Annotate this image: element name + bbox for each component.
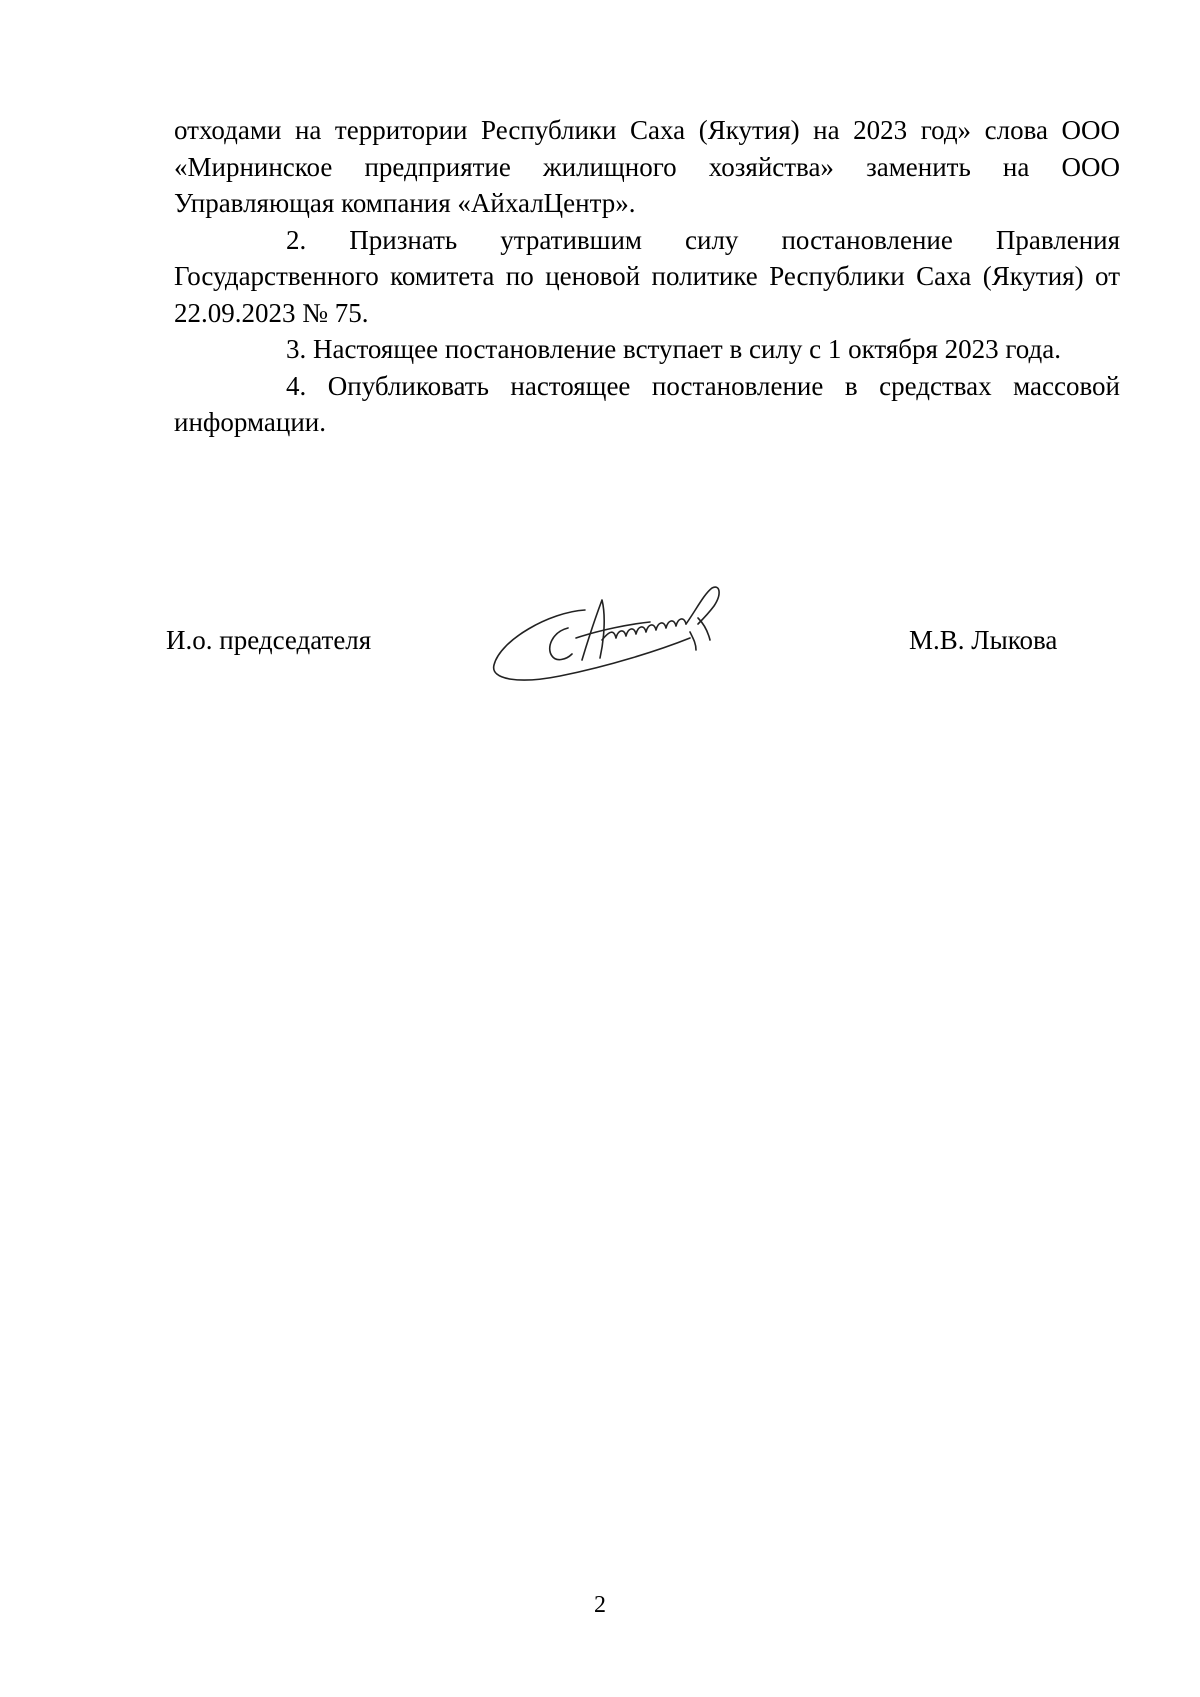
paragraph-1-text: отходами на территории Республики Саха (Якутия) на 2023 год» слова ООО «Мирнинское предприятие жилищного хозяйства» заменить на ООО Управляющая компания «АйхалЦентр». <box>174 115 1120 218</box>
signature-block <box>0 580 1200 700</box>
signatory-role: И.о. председателя <box>166 625 372 655</box>
paragraph-2 <box>174 222 1120 332</box>
paragraph-1 <box>174 112 1120 222</box>
handwritten-signature-icon <box>490 580 790 690</box>
paragraph-3-number: 3. <box>286 334 307 364</box>
paragraph-4-text: Опубликовать настоящее постановление в средствах массовой информации. <box>174 370 1120 437</box>
paragraph-2-number: 2. <box>286 224 307 255</box>
signatory-name: М.В. Лыкова <box>909 625 1058 655</box>
document-body <box>174 112 1120 441</box>
paragraph-3 <box>174 331 1120 368</box>
paragraph-4 <box>174 368 1120 441</box>
page-number: 2 <box>594 1592 606 1618</box>
paragraph-3-text: Настоящее постановление вступает в силу с 1 октября 2023 года. <box>313 334 1061 364</box>
paragraph-4-number: 4. <box>286 370 307 401</box>
paragraph-2-text: Признать утратившим силу постановление Правления Государственного комитета по ценовой политике Республики Саха (Якутия) от 22.09.2023 № 75. <box>174 224 1121 328</box>
